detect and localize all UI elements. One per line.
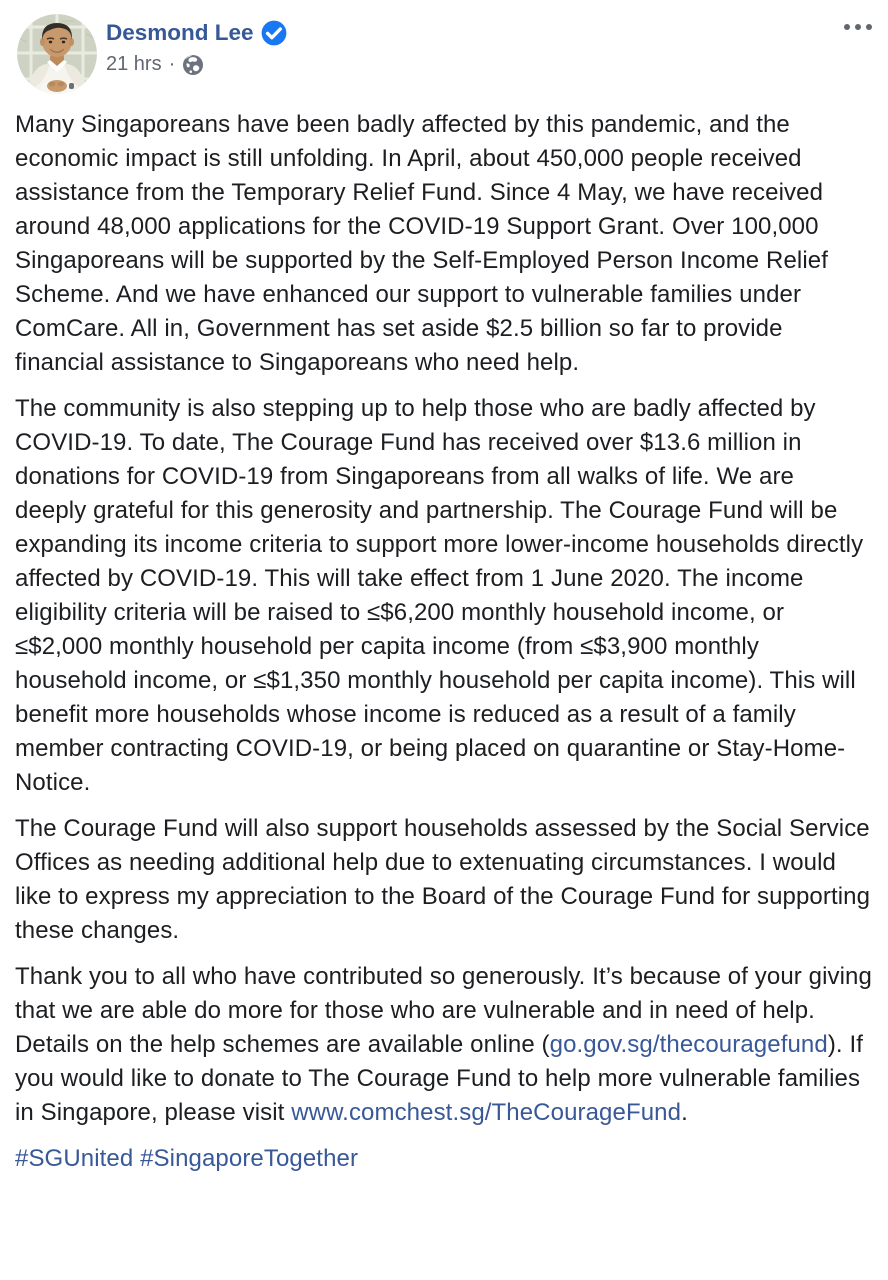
- post-paragraph: [15, 812, 872, 948]
- post-header-text: [106, 14, 287, 76]
- meta-separator: ·: [168, 53, 176, 75]
- author-name[interactable]: Desmond Lee: [106, 20, 254, 45]
- post-paragraph: [15, 108, 872, 380]
- post-link[interactable]: go.gov.sg/thecouragefund: [549, 1031, 828, 1058]
- post-link[interactable]: www.comchest.sg/TheCourageFund: [291, 1099, 682, 1126]
- post-link[interactable]: #SingaporeTogether: [140, 1145, 359, 1172]
- avatar[interactable]: [17, 14, 97, 94]
- post-meta: [106, 53, 287, 76]
- verified-badge-icon: [261, 20, 287, 46]
- post-paragraph: [15, 1142, 872, 1176]
- post-text: Many Singaporeans have been badly affected by this pandemic, and the economic impact is still unfolding. In April, about 450,000 people received assistance from the Temporary Relief Fund. Since 4 May, we have received around 48,000 applications for the COVID-19 Support Grant. Over 100,000 Singaporeans will be supported by the Self-Employed Person Income Relief Scheme. And we have enhanced our support to vulnerable families under ComCare. All in, Government has set aside $2.5 billion so far to provide financial assistance to Singaporeans who need help.: [15, 111, 828, 376]
- post-link[interactable]: #SGUnited: [15, 1145, 134, 1172]
- post-paragraph: [15, 960, 872, 1130]
- globe-public-icon: [182, 54, 204, 76]
- post-text: .: [681, 1099, 688, 1126]
- avatar-photo-icon: [17, 14, 97, 94]
- post-header: [0, 0, 888, 94]
- post-paragraph: [15, 392, 872, 800]
- timestamp[interactable]: 21 hrs: [106, 53, 162, 75]
- three-dots-menu-icon[interactable]: [840, 20, 876, 34]
- post-text: The Courage Fund will also support households assessed by the Social Service Offices as needing additional help due to extenuating circumstances. I would like to express my appreciation to the Board of the Courage Fund for supporting these changes.: [15, 815, 871, 944]
- post-text: The community is also stepping up to help those who are badly affected by COVID-19. To date, The Courage Fund has received over $13.6 million in donations for COVID-19 from Singaporeans from all walks of life. We are deeply grateful for this generosity and partnership. The Courage Fund will be expanding its income criteria to support more lower-income households directly affected by COVID-19. This will take effect from 1 June 2020. The income eligibility criteria will be raised to ≤$6,200 monthly household income, or ≤$2,000 monthly household per capita income (from ≤$3,900 monthly household income, or ≤$1,350 monthly household per capita income). This will benefit more households whose income is reduced as a result of a family member contracting COVID-19, or being placed on quarantine or Stay-Home-Notice.: [15, 395, 864, 796]
- post-text: Thank you to all who have contributed so generously. It’s because of your giving that we are able do more for those who are vulnerable and in need of help. Details on the help schemes are available online (: [15, 963, 872, 1058]
- post-body: [0, 108, 888, 1176]
- post-text: ). If you would like to donate to The Courage Fund to help more vulnerable families in Singapore, please visit: [15, 1031, 863, 1126]
